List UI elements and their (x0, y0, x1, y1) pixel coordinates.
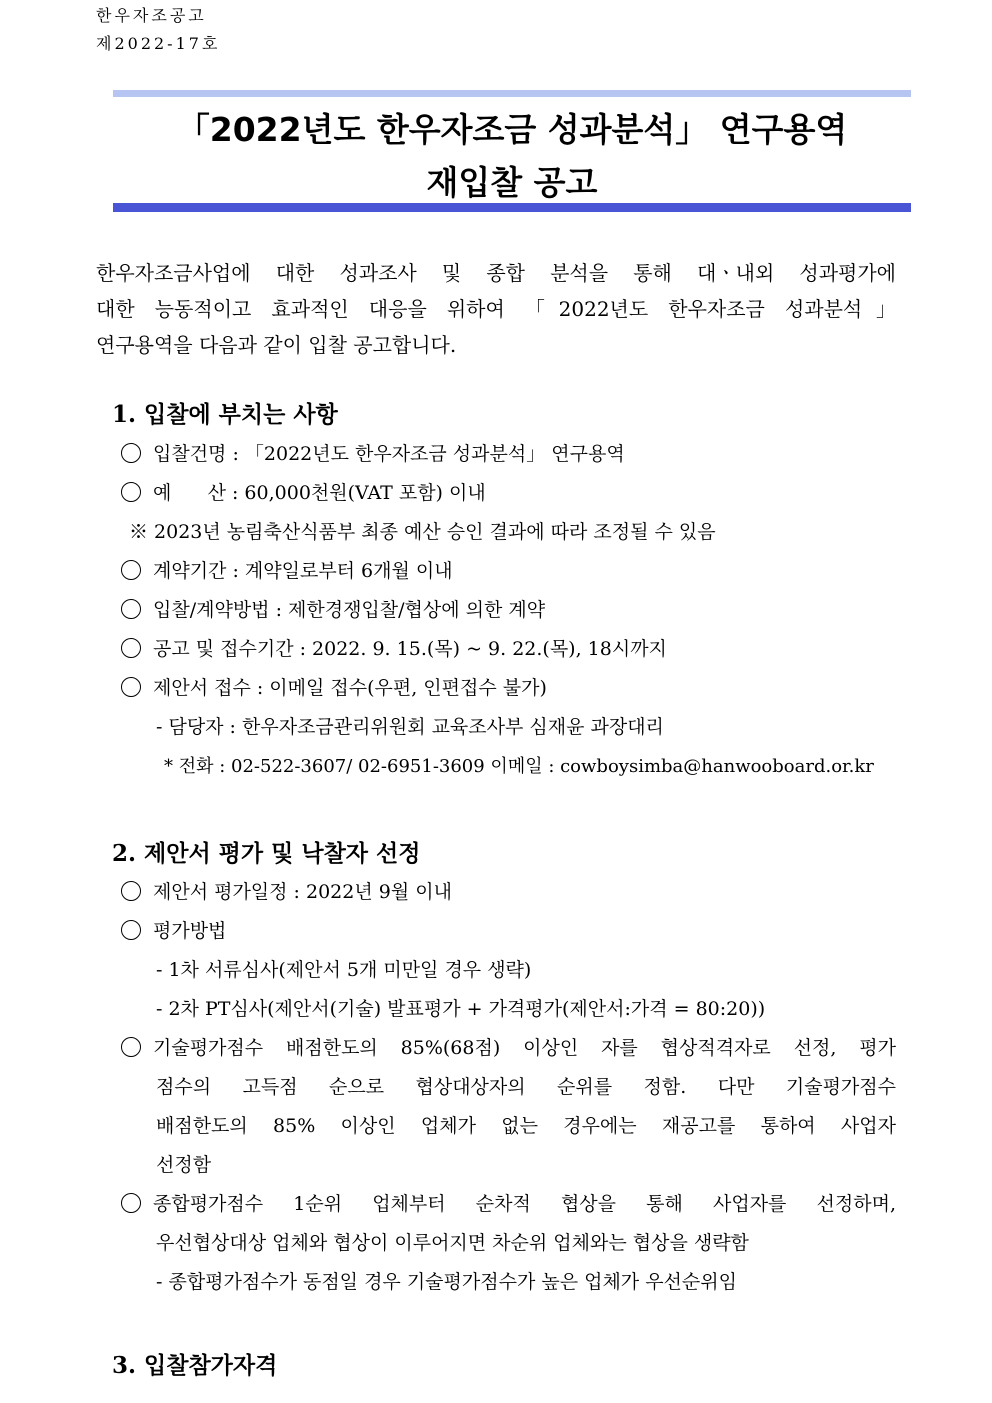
list-item-eval-method: 평가방법 (121, 919, 226, 943)
section-heading-1: 1. 입찰에 부치는 사항 (112, 401, 338, 428)
circle-bullet-icon (121, 560, 141, 580)
circle-bullet-icon (121, 881, 141, 901)
circle-bullet-icon (121, 599, 141, 619)
total-score-line: 우선협상대상 업체와 협상이 이루어지면 차순위 업체와는 협상을 생략함 (156, 1232, 749, 1254)
section-heading-2: 2. 제안서 평가 및 낙찰자 선정 (112, 840, 421, 867)
list-item-tech-score: 기술평가점수 배점한도의 85%(68점) 이상인 자를 협상적격자로 선정, 평가 (121, 1036, 896, 1060)
circle-bullet-icon (121, 1037, 141, 1057)
list-item-eval-schedule: 제안서 평가일정 : 2022년 9월 이내 (121, 880, 452, 904)
document-number: 제2022-17호 (96, 34, 221, 53)
circle-bullet-icon (121, 443, 141, 463)
document-org-label: 한우자조공고 (96, 6, 207, 25)
intro-line: 대한 능동적이고 효과적인 대응을 위하여 「2022년도 한우자조금 성과분석」 (96, 297, 896, 321)
circle-bullet-icon (121, 482, 141, 502)
title-top-rule (113, 90, 911, 97)
contact-phone-email: * 전화 : 02-522-3607/ 02-6951-3609 이메일 : cowboysimba@hanwooboard.or.kr (164, 756, 874, 777)
list-item-bid-name: 입찰건명 : 「2022년도 한우자조금 성과분석」 연구용역 (121, 442, 625, 466)
section-heading-3: 3. 입찰참가자격 (112, 1352, 278, 1379)
page-subtitle: 재입찰 공고 (426, 163, 598, 202)
circle-bullet-icon (121, 920, 141, 940)
list-item-contract-period: 계약기간 : 계약일로부터 6개월 이내 (121, 559, 453, 583)
circle-bullet-icon (121, 1193, 141, 1213)
list-item-schedule: 공고 및 접수기간 : 2022. 9. 15.(목) ~ 9. 22.(목), 18시까지 (121, 637, 667, 661)
tech-score-line: 점수의 고득점 순으로 협상대상자의 순위를 정함. 다만 기술평가점수 (156, 1076, 896, 1098)
title-bottom-rule (113, 203, 911, 212)
page-title: 「2022년도 한우자조금 성과분석」 연구용역 (176, 110, 848, 149)
list-item-total-score: 종합평가점수 1순위 업체부터 순차적 협상을 통해 사업자를 선정하며, (121, 1192, 896, 1216)
tie-rule: - 종합평가점수가 동점일 경우 기술평가점수가 높은 업체가 우선순위임 (156, 1271, 737, 1293)
tech-score-line: 배점한도의 85% 이상인 업체가 없는 경우에는 재공고를 통하여 사업자 (156, 1115, 896, 1137)
budget-note: ※ 2023년 농림축산식품부 최종 예산 승인 결과에 따라 조정될 수 있음 (129, 521, 716, 543)
circle-bullet-icon (121, 677, 141, 697)
eval-step-1: - 1차 서류심사(제안서 5개 미만일 경우 생략) (156, 959, 532, 981)
eval-step-2: - 2차 PT심사(제안서(기술) 발표평가 + 가격평가(제안서:가격 = 80:20)) (156, 998, 766, 1020)
circle-bullet-icon (121, 638, 141, 658)
intro-line: 연구용역을 다음과 같이 입찰 공고합니다. (96, 333, 457, 357)
tech-score-line: 선정함 (156, 1154, 212, 1176)
list-item-submission: 제안서 접수 : 이메일 접수(우편, 인편접수 불가) (121, 676, 547, 700)
list-item-method: 입찰/계약방법 : 제한경쟁입찰/협상에 의한 계약 (121, 598, 545, 622)
intro-line: 한우자조금사업에 대한 성과조사 및 종합 분석을 통해 대ㆍ내외 성과평가에 (96, 261, 896, 285)
contact-person: - 담당자 : 한우자조금관리위원회 교육조사부 심재윤 과장대리 (156, 716, 664, 738)
list-item-budget: 예 산 : 60,000천원(VAT 포함) 이내 (121, 481, 486, 505)
